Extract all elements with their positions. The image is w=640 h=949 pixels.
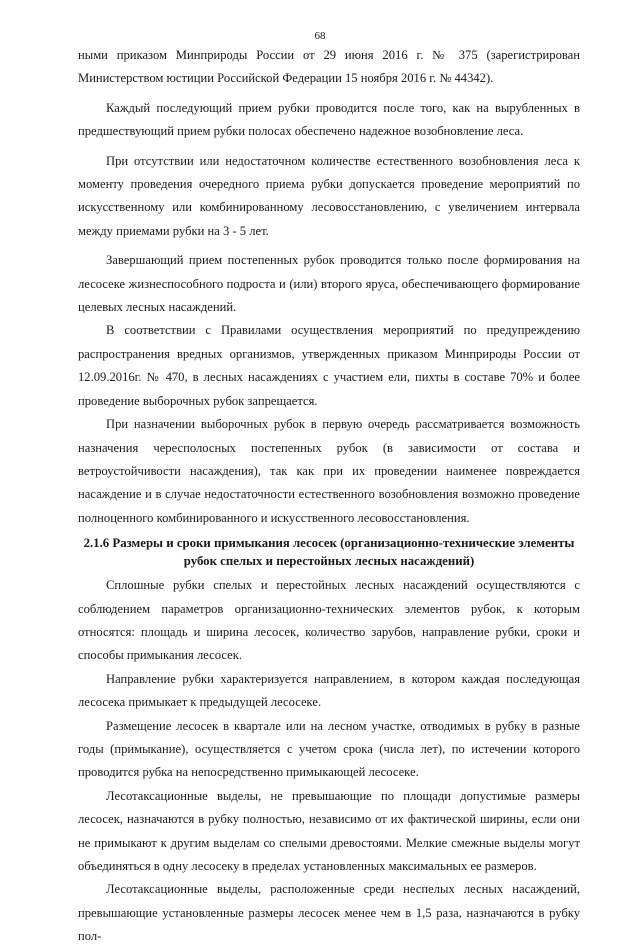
paragraph-continuation: ными приказом Минприроды России от 29 июня 2016 г. № 375 (зарегистрирован Министерством юстиции Российской Федерации 15 ноября 2016 г. № 44342). xyxy=(78,48,580,86)
document-body xyxy=(78,44,580,949)
page-number: 68 xyxy=(314,30,326,42)
paragraph: Размещение лесосек в квартале или на лесном участке, отводимых в рубку в разные годы (примыкание), осуществляется с учетом срока (числа лет), по истечении которого проводится рубка на непосредственно примыкающей лесосеке. xyxy=(78,718,580,780)
paragraph: Лесотаксационные выделы, не превышающие по площади допустимые размеры лесосек, назначаются в рубку полностью, независимо от их фактической ширины, если они не примыкают к другим выделам со спелыми древостоями. Мелкие смежные выделы могут объединяться в одну лесосеку в пределах установленных максимальных ее размеров. xyxy=(78,788,580,873)
paragraph-continued: Лесотаксационные выделы, расположенные среди неспелых лесных насаждений, превышающие установленные размеры лесосек менее чем в 1,5 раза, назначаются в рубку пол- xyxy=(78,882,580,944)
paragraph: Сплошные рубки спелых и перестойных лесных насаждений осуществляются с соблюдением параметров организационно-технических элементов рубок, к которым относятся: площадь и ширина лесосек, количество зарубов, направление рубки, сроки и способы примыкания лесосек. xyxy=(78,578,580,663)
paragraph: Направление рубки характеризуется направлением, в котором каждая последующая лесосека примыкает к предыдущей лесосеке. xyxy=(78,671,580,710)
section-heading: 2.1.6 Размеры и сроки примыкания лесосек (организационно-технические элементы рубок спелых и перестойных лесных насаждений) xyxy=(83,536,575,569)
paragraph: При отсутствии или недостаточном количестве естественного возобновления леса к моменту проведения очередного приема рубки допускается проведение мероприятий по искусственному или комбинированному лесовосстановлению, с увеличением интервала между приемами рубки на 3 - 5 лет. xyxy=(78,153,580,238)
paragraph: Каждый последующий прием рубки проводится после того, как на вырубленных в предшествующий прием рубки полосах обеспечено надежное возобновление леса. xyxy=(78,100,580,139)
paragraph: Завершающий прием постепенных рубок проводится только после формирования на лесосеке жизнеспособного подроста и (или) второго яруса, обеспечивающего формирование целевых лесных насаждений. xyxy=(78,253,580,315)
paragraph: В соответствии с Правилами осуществления мероприятий по предупреждению распространения вредных организмов, утвержденных приказом Минприроды России от 12.09.2016г. № 470, в лесных насаждениях с участием ели, пихты в составе 70% и более проведение выборочных рубок запрещается. xyxy=(78,323,580,408)
paragraph: При назначении выборочных рубок в первую очередь рассматривается возможность назначения чересполосных постепенных рубок (в зависимости от состава и ветроустойчивости насаждения), так как при их проведении наименее повреждается насаждение и в случае недостаточности естественного возобновления возможно проведение полноценного комбинированного и искусственного лесовосстановления. xyxy=(78,417,580,525)
